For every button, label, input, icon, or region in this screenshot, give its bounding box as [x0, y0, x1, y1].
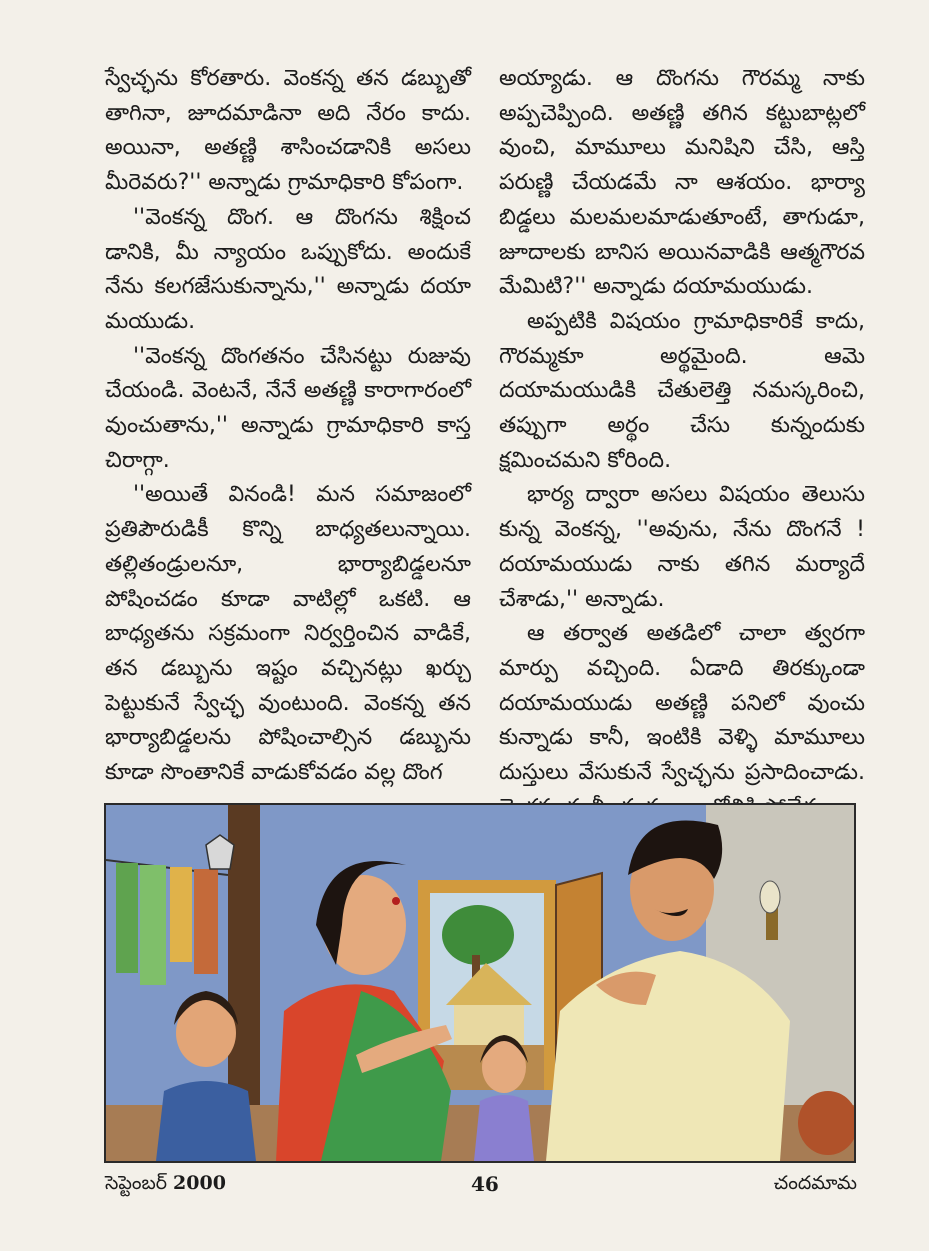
paragraph: స్వేచ్ఛను కోరతారు. వెంకన్న తన డబ్బుతో తాగినా, జూదమాడినా అది నేరం కాదు. అయినా, అతణ్ణి శాసించడానికి అసలు మీరెవరు?'' అన్నాడు గ్రామాధికారి కోపంగా.	[105, 66, 471, 196]
hanging-cloth	[194, 869, 218, 974]
paragraph: భార్య ద్వారా అసలు విషయం తెలుసు కున్న వెంకన్న, ''అవును, నేను దొంగనే ! దయామయుడు నాకు తగిన మర్యాదే చేశాడు,'' అన్నాడు.	[499, 482, 865, 612]
bindi	[392, 897, 400, 905]
issue-month: సెప్టెంబర్	[105, 1172, 167, 1194]
paragraph: ''వెంకన్న దొంగతనం చేసినట్టు రుజువు చేయండి. వెంటనే, నేనే అతణ్ణి కారాగారంలో వుంచుతాను,'' అన్నాడు గ్రామాధికారి కాస్త చిరాగ్గా.	[105, 343, 471, 473]
story-illustration	[104, 803, 856, 1163]
boy-shirt	[156, 1081, 256, 1161]
page-number: 46	[471, 1172, 499, 1196]
page-footer	[105, 1172, 857, 1202]
paragraph: అయ్యాడు. ఆ దొంగను గౌరమ్మ నాకు అప్పచెప్పింది. అతణ్ణి తగిన కట్టుబాట్లలో వుంచి, మామూలు మనిషిని చేసి, ఆస్తి పరుణ్ణి చేయడమే నా ఆశయం. భార్యా బిడ్డలు మలమలమాడుతూంటే, తాగుడూ, జూదాలకు బానిస అయినవాడికి ఆత్మగౌరవ మేమిటి?'' అన్నాడు దయామయుడు.	[499, 66, 865, 300]
wall-lamp	[760, 881, 780, 913]
illustration-artwork	[106, 805, 854, 1161]
hanging-cloth	[116, 863, 138, 973]
paragraph: ఆ తర్వాత అతడిలో చాలా త్వరగా మార్పు వచ్చింది. ఏడాది తిరక్కుండా దయామయుడు అతణ్ణి పనిలో వుంచు కున్నాడు కానీ, ఇంటికి వెళ్ళి మామూలు దుస్తులు వేసుకునే స్వేచ్ఛను ప్రసాదించాడు.	[499, 621, 865, 786]
hanging-cloth	[140, 865, 166, 985]
girl-dress	[474, 1095, 534, 1161]
paragraph: ''వెంకన్న దొంగ. ఆ దొంగను శిక్షించ డానికి, మీ న్యాయం ఒప్పుకోదు. అందుకే నేను కలగజేసుకున్నాను,'' అన్నాడు దయా మయుడు.	[105, 204, 471, 334]
paragraph: ''అయితే వినండి! మన సమాజంలో ప్రతిపౌరుడికీ కొన్ని బాధ్యతలున్నాయి. తల్లితండ్రులనూ, భార్యాబిడ్డలనూ పోషించడం కూడా వాటిల్లో ఒకటి. ఆ బాధ్యతను సక్రమంగా నిర్వర్తించిన వాడికే, తన డబ్బును ఇష్టం వచ్చినట్లు ఖర్చు పెట్టుకునే స్వేచ్ఛ వుంటుంది. వెంకన్న తన భార్యాబిడ్డలను పోషించాల్సిన డబ్బును కూడా సొంతానికే వాడుకోవడం వల్ల దొంగ	[105, 482, 471, 786]
right-text-column	[499, 62, 865, 825]
magazine-name: చందమామ	[773, 1172, 857, 1194]
left-text-column	[105, 62, 471, 791]
issue-date	[105, 1172, 226, 1199]
hanging-cloth	[170, 867, 192, 962]
paragraph: అప్పటికి విషయం గ్రామాధికారికే కాదు, గౌరమ్మకూ అర్థమైంది. ఆమె దయామయుడికి చేతులెత్తి నమస్కరించి, తప్పుగా అర్థం చేసు కున్నందుకు క్షమించమని కోరింది.	[499, 308, 865, 473]
issue-year: 2000	[173, 1172, 226, 1194]
